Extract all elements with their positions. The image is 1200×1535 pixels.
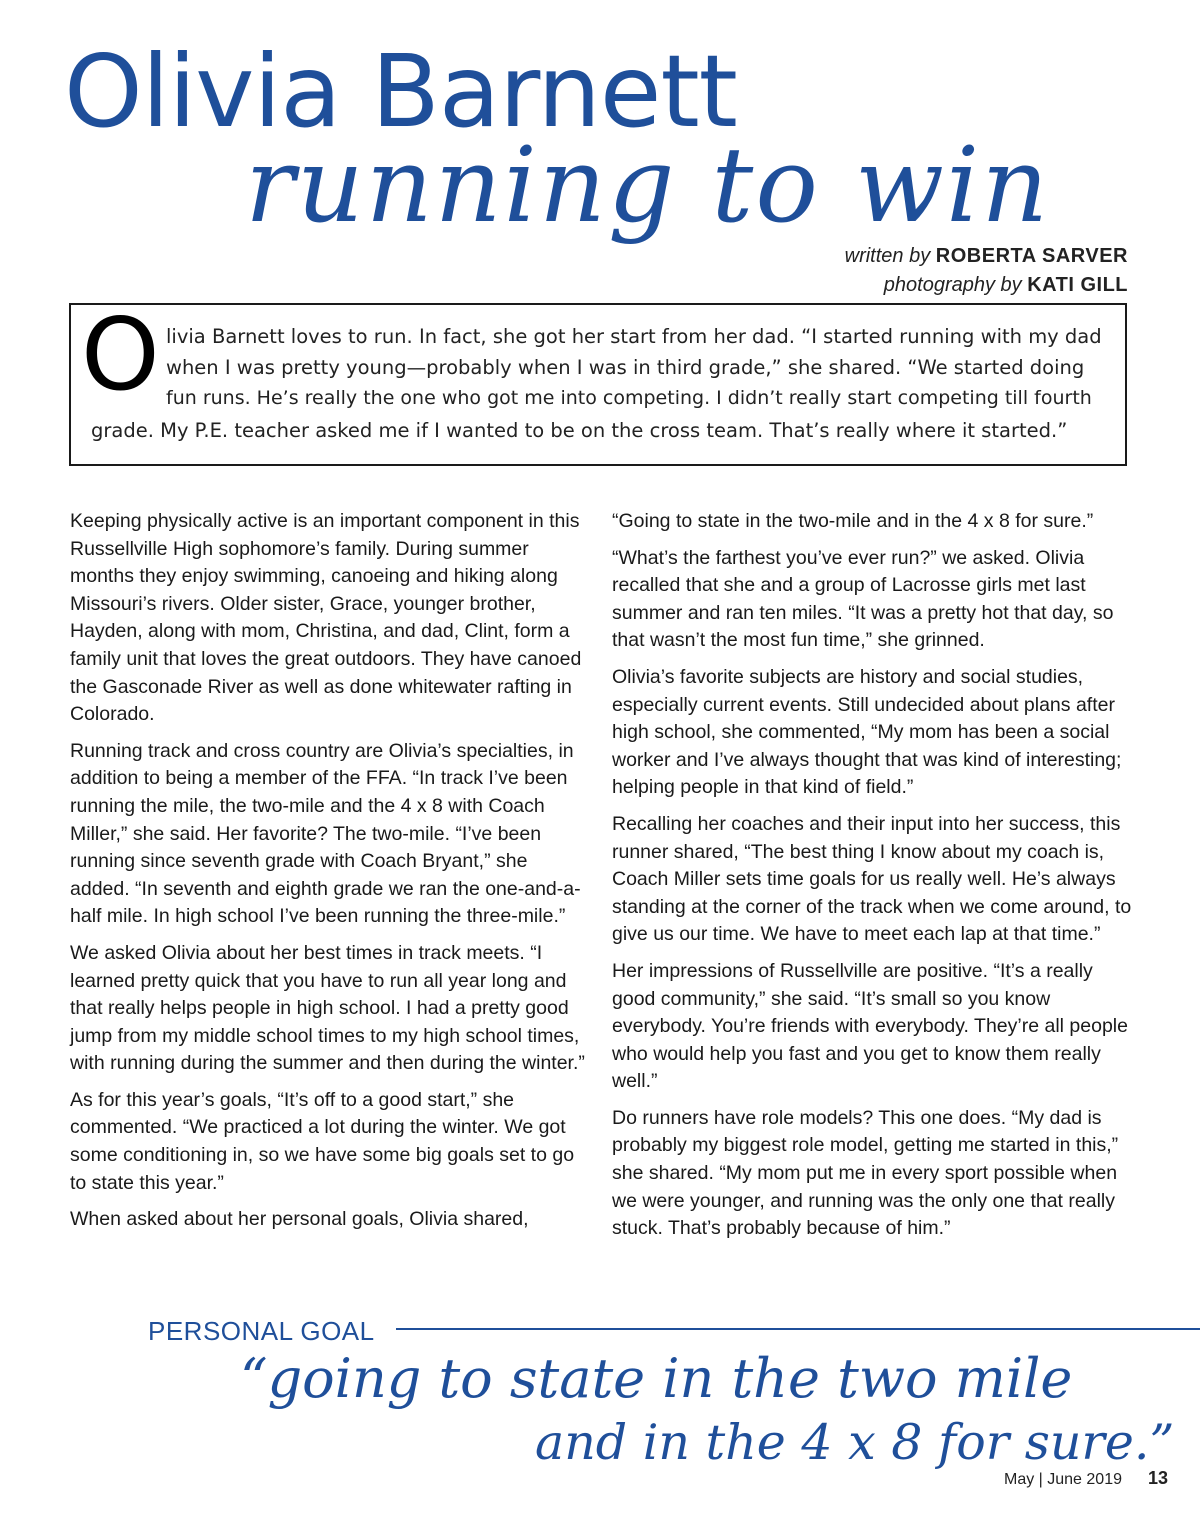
writer-role: written by bbox=[844, 245, 931, 267]
body-paragraph: When asked about her personal goals, Olivia shared, bbox=[70, 1208, 529, 1231]
body-column-left bbox=[70, 508, 592, 1243]
pullquote-line: and in the 4 x 8 for sure.” bbox=[535, 1414, 1175, 1471]
writer-name: ROBERTA SARVER bbox=[935, 245, 1128, 267]
body-paragraph: Her impressions of Russellville are positive. “It’s a really good community,” she said. “It’s small so you know everybody. You’re friends with everybody. They’re all people who would help you fast and you get to know them really well.” bbox=[612, 959, 1128, 1093]
body-paragraph: Olivia’s favorite subjects are history and social studies, especially current events. Still undecided about plans after high school, she commented, “My mom has been a social worker and I’ve always thought that was kind of interesting; helping people in that kind of field.” bbox=[612, 665, 1122, 799]
article-title: Olivia Barnett bbox=[64, 33, 737, 150]
photographer-role: photography by bbox=[883, 274, 1022, 296]
body-paragraph: We asked Olivia about her best times in track meets. “I learned pretty quick that you have to run all year long and that really helps people in high school. I had a pretty good jump from my middle school times to my high school times, with running during the summer and then during the winter.” bbox=[70, 941, 585, 1075]
body-paragraph: Recalling her coaches and their input into her success, this runner shared, “The best thing I know about my coach is, Coach Miller sets time goals for us really well. He’s always standing at the corner of the track when we come around, to give us our time. We have to meet each lap at that time.” bbox=[612, 812, 1132, 946]
writer-credit bbox=[845, 242, 1128, 271]
body-paragraph: “What’s the farthest you’ve ever run?” we asked. Olivia recalled that she and a group of Lacrosse girls met last summer and ran ten miles. “It was a pretty hot that day, so that wasn’t the most fun time,” she grinned. bbox=[612, 546, 1114, 652]
article-subtitle: running to win bbox=[245, 124, 1051, 246]
body-column-right bbox=[612, 508, 1134, 1252]
issue-date: May | June 2019 bbox=[1003, 1471, 1122, 1488]
lead-line: livia Barnett loves to run. In fact, she got her start from her dad. “I started running with my dad bbox=[166, 325, 1102, 348]
body-paragraph: As for this year’s goals, “It’s off to a good start,” she commented. “We practiced a lot during the winter. We got some conditioning in, so we have some big goals set to go to state this year.” bbox=[70, 1088, 575, 1194]
body-paragraph: “Going to state in the two-mile and in the 4 x 8 for sure.” bbox=[612, 510, 1094, 532]
lead-line: grade. My P.E. teacher asked me if I wanted to be on the cross team. That’s really where it started.” bbox=[91, 419, 1068, 442]
pullquote-line: “going to state in the two mile bbox=[240, 1347, 1073, 1410]
body-paragraph: Running track and cross country are Olivia’s specialties, in addition to being a member of the FFA. “In track I’ve been running the mile, the two-mile and the 4 x 8 with Coach Miller,” she said. Her favorite? The two-mile. “I’ve been running since seventh grade with Coach Bryant,” she added. “In seventh and eighth grade we ran the one-and-a-half mile. In high school I’ve been running the three-mile.” bbox=[70, 739, 581, 928]
lead-paragraph-box bbox=[69, 296, 1127, 466]
photographer-name: KATI GILL bbox=[1027, 274, 1128, 296]
pullquote-divider bbox=[396, 1328, 1200, 1330]
credits bbox=[845, 242, 1128, 300]
pullquote-label: PERSONAL GOAL bbox=[148, 1316, 375, 1346]
page-number: 13 bbox=[1147, 1468, 1168, 1488]
body-paragraph: Do runners have role models? This one does. “My dad is probably my biggest role model, getting me started in this,” she shared. “My mom put me in every sport possible when we were younger, and running was the only one that really stuck. That’s probably because of him.” bbox=[612, 1106, 1119, 1240]
photographer-credit bbox=[845, 271, 1128, 300]
lead-line: when I was pretty young—probably when I was in third grade,” she shared. “We started doing bbox=[166, 356, 1085, 379]
drop-cap: O bbox=[81, 296, 160, 413]
lead-line: fun runs. He’s really the one who got me into competing. I didn’t really start competing till fourth bbox=[166, 387, 1092, 409]
body-paragraph: Keeping physically active is an important component in this Russellville High sophomore’s family. During summer months they enjoy swimming, canoeing and hiking along Missouri’s rivers. Older sister, Grace, younger brother, Hayden, along with mom, Christina, and dad, Clint, form a family unit that loves the great outdoors. They have canoed the Gasconade River as well as done whitewater rafting in Colorado. bbox=[70, 510, 582, 726]
